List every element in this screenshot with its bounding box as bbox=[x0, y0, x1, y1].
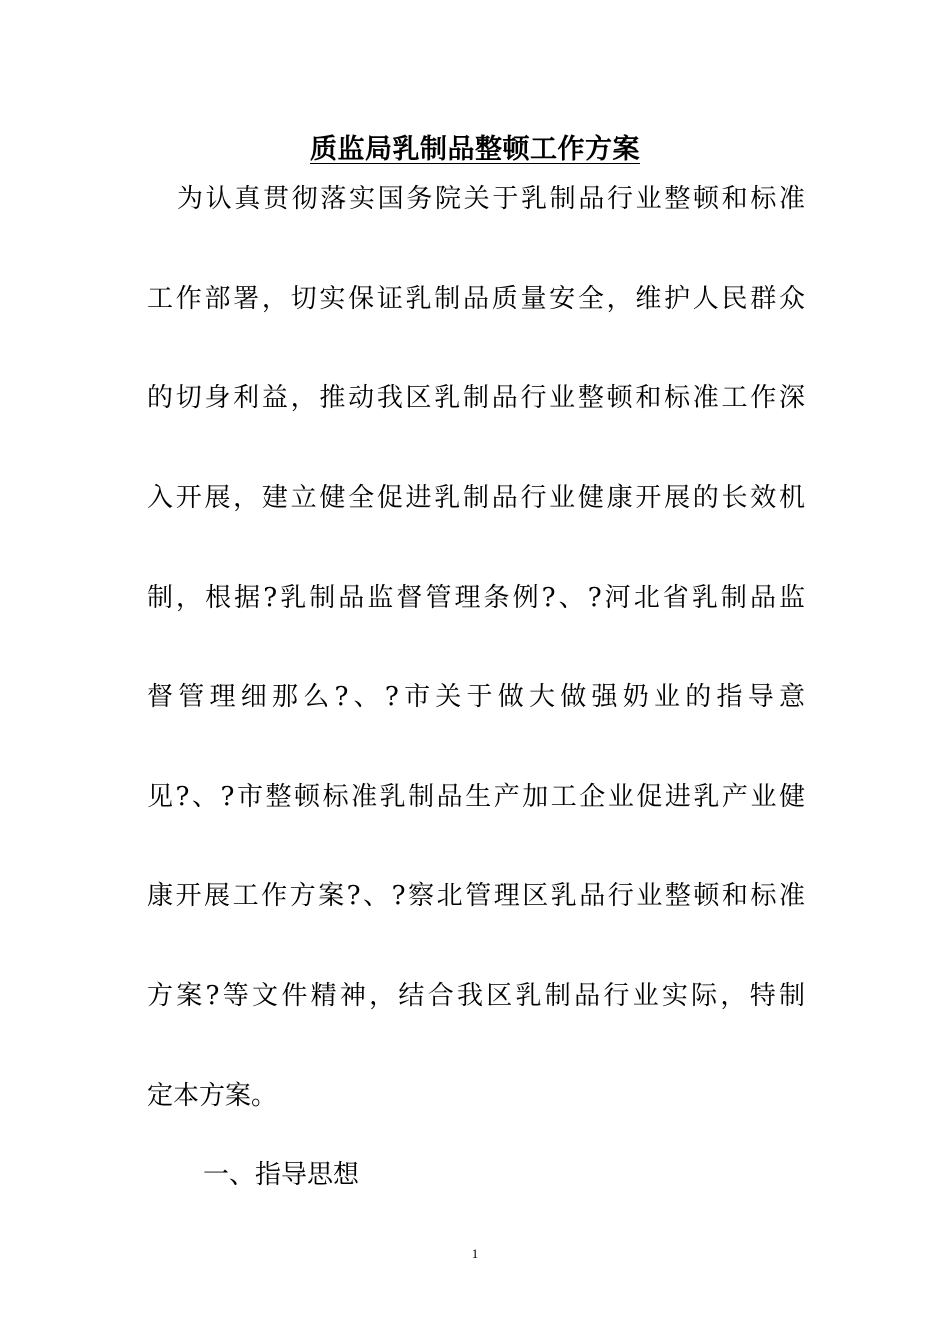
paragraph-line-3: 的切身利益，推动我区乳制品行业整顿和标准工作深 bbox=[147, 383, 805, 413]
paragraph-line-4: 入开展，建立健全促进乳制品行业健康开展的长效机 bbox=[147, 483, 805, 513]
page-number: 1 bbox=[471, 1246, 479, 1261]
paragraph-line-2: 工作部署，切实保证乳制品质量安全，维护人民群众 bbox=[147, 284, 805, 314]
paragraph-line-10: 定本方案。 bbox=[147, 1081, 278, 1111]
paragraph-line-8: 康开展工作方案?、?察北管理区乳品行业整顿和标准 bbox=[147, 881, 805, 911]
paragraph-line-6: 督管理细那么?、?市关于做大做强奶业的指导意 bbox=[147, 682, 805, 712]
paragraph-line-1: 为认真贯彻落实国务院关于乳制品行业整顿和标准 bbox=[177, 184, 805, 214]
paragraph-line-9: 方案?等文件精神，结合我区乳制品行业实际，特制 bbox=[147, 981, 805, 1011]
section-heading: 一、指导思想 bbox=[203, 1160, 360, 1190]
document-title: 质监局乳制品整顿工作方案 bbox=[310, 134, 640, 165]
paragraph-line-5: 制，根据?乳制品监督管理条例?、?河北省乳制品监 bbox=[147, 583, 805, 613]
paragraph-line-7: 见?、?市整顿标准乳制品生产加工企业促进乳产业健 bbox=[147, 782, 805, 812]
